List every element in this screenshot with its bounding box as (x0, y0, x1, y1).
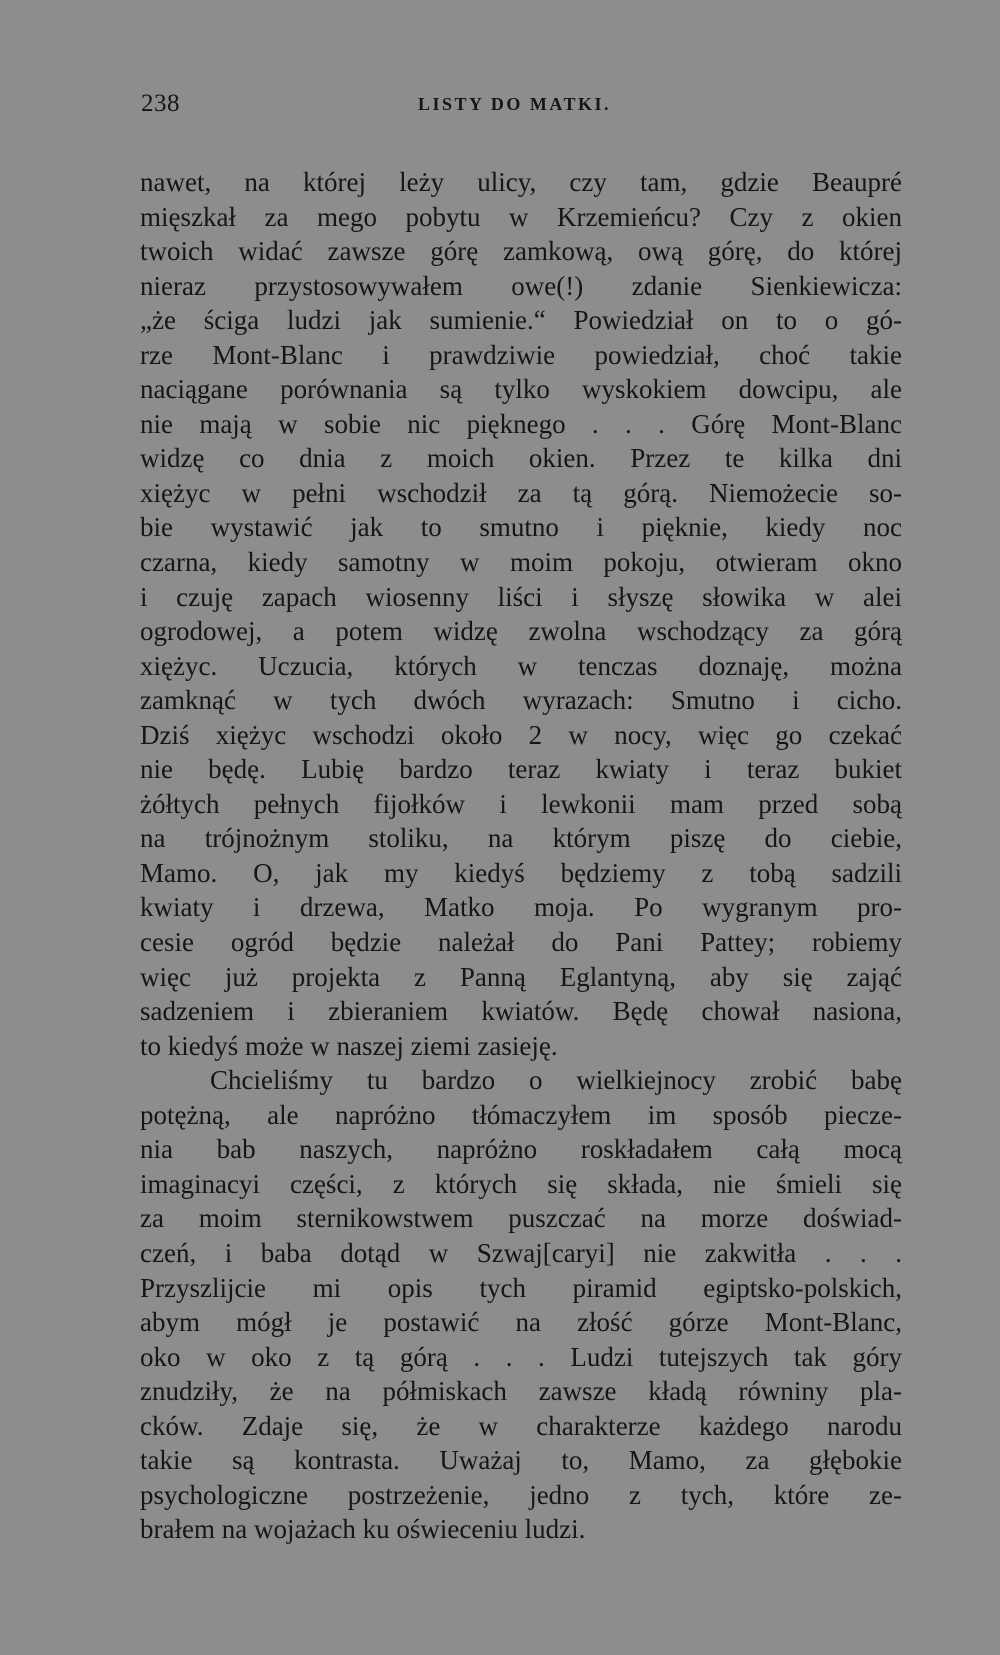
text-line: to kiedyś może w naszej ziemi zasieję. (140, 1030, 558, 1061)
text-line: cków. Zdaje się, że w charakterze każdego narodu (140, 1410, 902, 1441)
text-line: „że ściga ludzi jak sumienie.“ Powiedział on to o gó- (140, 305, 902, 336)
text-line: więc już projekta z Panną Eglantyną, aby się zająć (140, 961, 902, 992)
text-line: ogrodowej, a potem widzę zwolna wschodzący za górą (140, 616, 902, 647)
text-line: nieraz przystosowywałem owe(!) zdanie Sienkiewicza: (140, 270, 902, 301)
text-line: żółtych pełnych fijołków i lewkonii mam przed sobą (140, 788, 902, 819)
text-line: naciągane porównania są tylko wyskokiem dowcipu, ale (140, 374, 902, 405)
text-line: nawet, na której leży ulicy, czy tam, gdzie Beaupré (140, 167, 902, 197)
text-line: abym mógł je postawić na złość górze Mont-Blanc, (140, 1307, 902, 1338)
text-line: oko w oko z tą górą . . . Ludzi tutejszych tak góry (140, 1341, 902, 1372)
text-line: rze Mont-Blanc i prawdziwie powiedział, choć takie (140, 339, 902, 370)
text-line: takie są kontrasta. Uważaj to, Mamo, za głębokie (140, 1445, 902, 1476)
text-line: Mamo. O, jak my kiedyś będziemy z tobą sadzili (140, 857, 902, 888)
text-line: nie będę. Lubię bardzo teraz kwiaty i teraz bukiet (140, 754, 902, 785)
body-text (140, 165, 902, 1547)
text-line: twoich widać zawsze górę zamkową, ową górę, do której (140, 236, 902, 267)
text-line: bie wystawić jak to smutno i pięknie, kiedy noc (140, 512, 902, 543)
text-line: i czuję zapach wiosenny liści i słyszę słowika w alei (140, 581, 902, 612)
text-line: Przyszlijcie mi opis tych piramid egiptsko-polskich, (140, 1272, 902, 1303)
text-line: na trójnożnym stoliku, na którym piszę do ciebie, (140, 823, 902, 854)
text-line: znudziły, że na półmiskach zawsze kładą równiny pla- (140, 1376, 902, 1407)
text-line: potężną, ale napróżno tłómaczyłem im sposób piecze- (140, 1099, 902, 1130)
text-line: zamknąć w tych dwóch wyrazach: Smutno i cicho. (140, 685, 902, 716)
text-line: nia bab naszych, napróżno roskładałem całą mocą (140, 1134, 902, 1165)
page-number: 238 (141, 90, 180, 117)
page-header (141, 90, 901, 120)
text-line: imaginacyi części, z których się składa, nie śmieli się (140, 1168, 902, 1199)
text-line: xiężyc w pełni wschodził za tą górą. Niemożecie so- (140, 477, 902, 508)
text-line: mięszkał za mego pobytu w Krzemieńcu? Czy z okien (140, 201, 902, 232)
running-title: LISTY DO MATKI. (418, 94, 612, 114)
text-line: xiężyc. Uczucia, których w tenczas doznaję, można (140, 650, 902, 681)
text-line: widzę co dnia z moich okien. Przez te kilka dni (140, 443, 902, 474)
text-line: Dziś xiężyc wschodzi około 2 w nocy, więc go czekać (140, 719, 902, 750)
text-line: kwiaty i drzewa, Matko moja. Po wygranym pro- (140, 892, 902, 923)
text-line: sadzeniem i zbieraniem kwiatów. Będę chował nasiona, (140, 996, 902, 1027)
text-line: brałem na wojażach ku oświeceniu ludzi. (140, 1514, 586, 1545)
text-line: nie mają w sobie nic pięknego . . . Górę Mont-Blanc (140, 408, 902, 439)
text-line: za moim sternikowstwem puszczać na morze doświad- (140, 1203, 902, 1234)
text-line: Chcieliśmy tu bardzo o wielkiejnocy zrobić babę (210, 1065, 902, 1096)
text-line: czarna, kiedy samotny w moim pokoju, otwieram okno (140, 547, 902, 578)
text-line: czeń, i baba dotąd w Szwaj[caryi] nie zakwitła . . . (140, 1237, 902, 1268)
text-line: cesie ogród będzie należał do Pani Pattey; robiemy (140, 927, 902, 958)
text-line: psychologiczne postrzeżenie, jedno z tych, które ze- (140, 1479, 902, 1510)
